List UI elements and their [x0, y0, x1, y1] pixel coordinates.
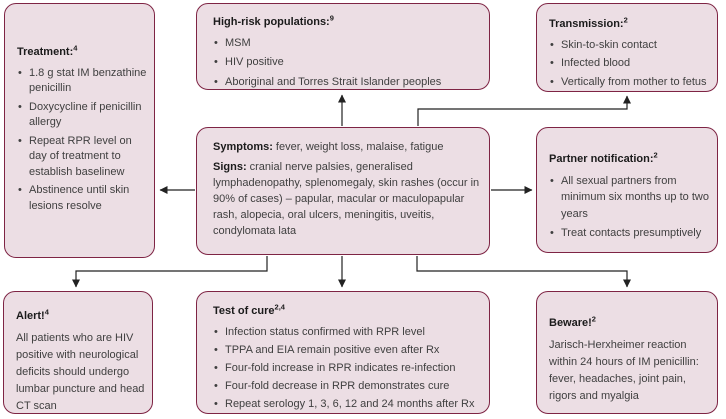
arrow-center-to-transmission	[418, 96, 627, 126]
partner-notification-title-text: Partner notification:	[549, 153, 654, 165]
bullet-item: • Four-fold increase in RPR indicates re-infection	[213, 361, 481, 377]
symptoms-line	[213, 139, 480, 155]
bullet-item: • Doxycycline if penicillin allergy	[17, 100, 149, 131]
signs-label: Signs:	[213, 161, 247, 173]
beware-box	[536, 291, 718, 414]
partner-notification-box	[536, 127, 718, 253]
symptoms-text: fever, weight loss, malaise, fatigue	[275, 141, 444, 153]
bullet-item: • TPPA and EIA remain positive even after Rx	[213, 343, 481, 359]
partner-notification-box-title	[549, 151, 712, 168]
bullet-item: • HIV positive	[213, 55, 479, 71]
bullet-item: • Four-fold decrease in RPR demonstrates cure	[213, 379, 481, 395]
bullet-item: • MSM	[213, 36, 479, 52]
footnote-ref: 4	[73, 43, 78, 53]
treatment-box	[4, 3, 155, 258]
high-risk-title-text: High-risk populations:	[213, 16, 330, 28]
bullet-item: • Treat contacts presumptively	[549, 225, 712, 242]
test-of-cure-box-title	[213, 304, 481, 320]
transmission-title-text: Transmission:	[549, 18, 624, 30]
high-risk-populations-box	[196, 3, 490, 90]
transmission-box-title	[549, 17, 712, 33]
bullet-item: • Vertically from mother to fetus	[549, 75, 712, 91]
transmission-box	[536, 3, 718, 92]
treatment-box-title	[17, 45, 149, 61]
bullet-item: • 1.8 g stat IM benzathine penicillin	[17, 66, 149, 97]
signs-line	[213, 159, 480, 239]
alert-box-title	[16, 308, 147, 325]
symptoms-label: Symptoms:	[213, 141, 273, 153]
footnote-ref: 9	[329, 13, 334, 23]
bullet-item: • Infection status confirmed with RPR level	[213, 325, 481, 341]
beware-body-text: Jarisch-Herxheimer reaction within 24 hours of IM penicillin: fever, headaches, joint pain, rigors and myalgia	[549, 339, 699, 402]
test-of-cure-bullet-list	[213, 325, 481, 413]
treatment-title-text: Treatment:	[17, 46, 74, 58]
bullet-item: • Skin-to-skin contact	[549, 38, 712, 54]
treatment-bullet-list	[17, 66, 149, 215]
beware-box-title	[549, 315, 712, 332]
bullet-item: • Infected blood	[549, 56, 712, 72]
footnote-ref: 2	[591, 314, 596, 324]
beware-title-text: Beware!	[549, 317, 592, 329]
high-risk-bullet-list	[213, 36, 479, 91]
alert-title-text: Alert!	[16, 310, 45, 322]
bullet-item: • Repeat serology 1, 3, 6, 12 and 24 months after Rx	[213, 397, 481, 413]
bullet-item: • Aboriginal and Torres Strait Islander peoples	[213, 75, 479, 91]
footnote-ref: 2,4	[274, 302, 285, 312]
symptoms-signs-box	[196, 127, 490, 255]
alert-box	[3, 291, 153, 414]
footnote-ref: 4	[44, 307, 49, 317]
signs-text: cranial nerve palsies, generalised lymphadenopathy, splenomegaly, skin rashes (occur in 90% of cases) – papular, macular or maculopapular rash, alopecia, oral ulcers, meningitis, uveitis, condylomata lata	[213, 161, 480, 237]
partner-notification-bullet-list	[549, 173, 712, 242]
arrow-center-to-alert	[76, 256, 267, 287]
test-of-cure-title-text: Test of cure	[213, 305, 275, 317]
high-risk-box-title	[213, 15, 479, 31]
arrow-center-to-beware	[417, 256, 627, 287]
transmission-bullet-list	[549, 38, 712, 91]
bullet-item: • Repeat RPR level on day of treatment to establish baselinew	[17, 134, 149, 181]
bullet-item: • All sexual partners from minimum six months up to two years	[549, 173, 712, 223]
test-of-cure-box	[196, 291, 490, 414]
footnote-ref: 2	[623, 15, 628, 25]
footnote-ref: 2	[653, 150, 658, 160]
bullet-item: • Abstinence until skin lesions resolve	[17, 183, 149, 214]
alert-body-text: All patients who are HIV positive with neurological deficits should undergo lumbar puncture and head CT scan	[16, 332, 145, 412]
